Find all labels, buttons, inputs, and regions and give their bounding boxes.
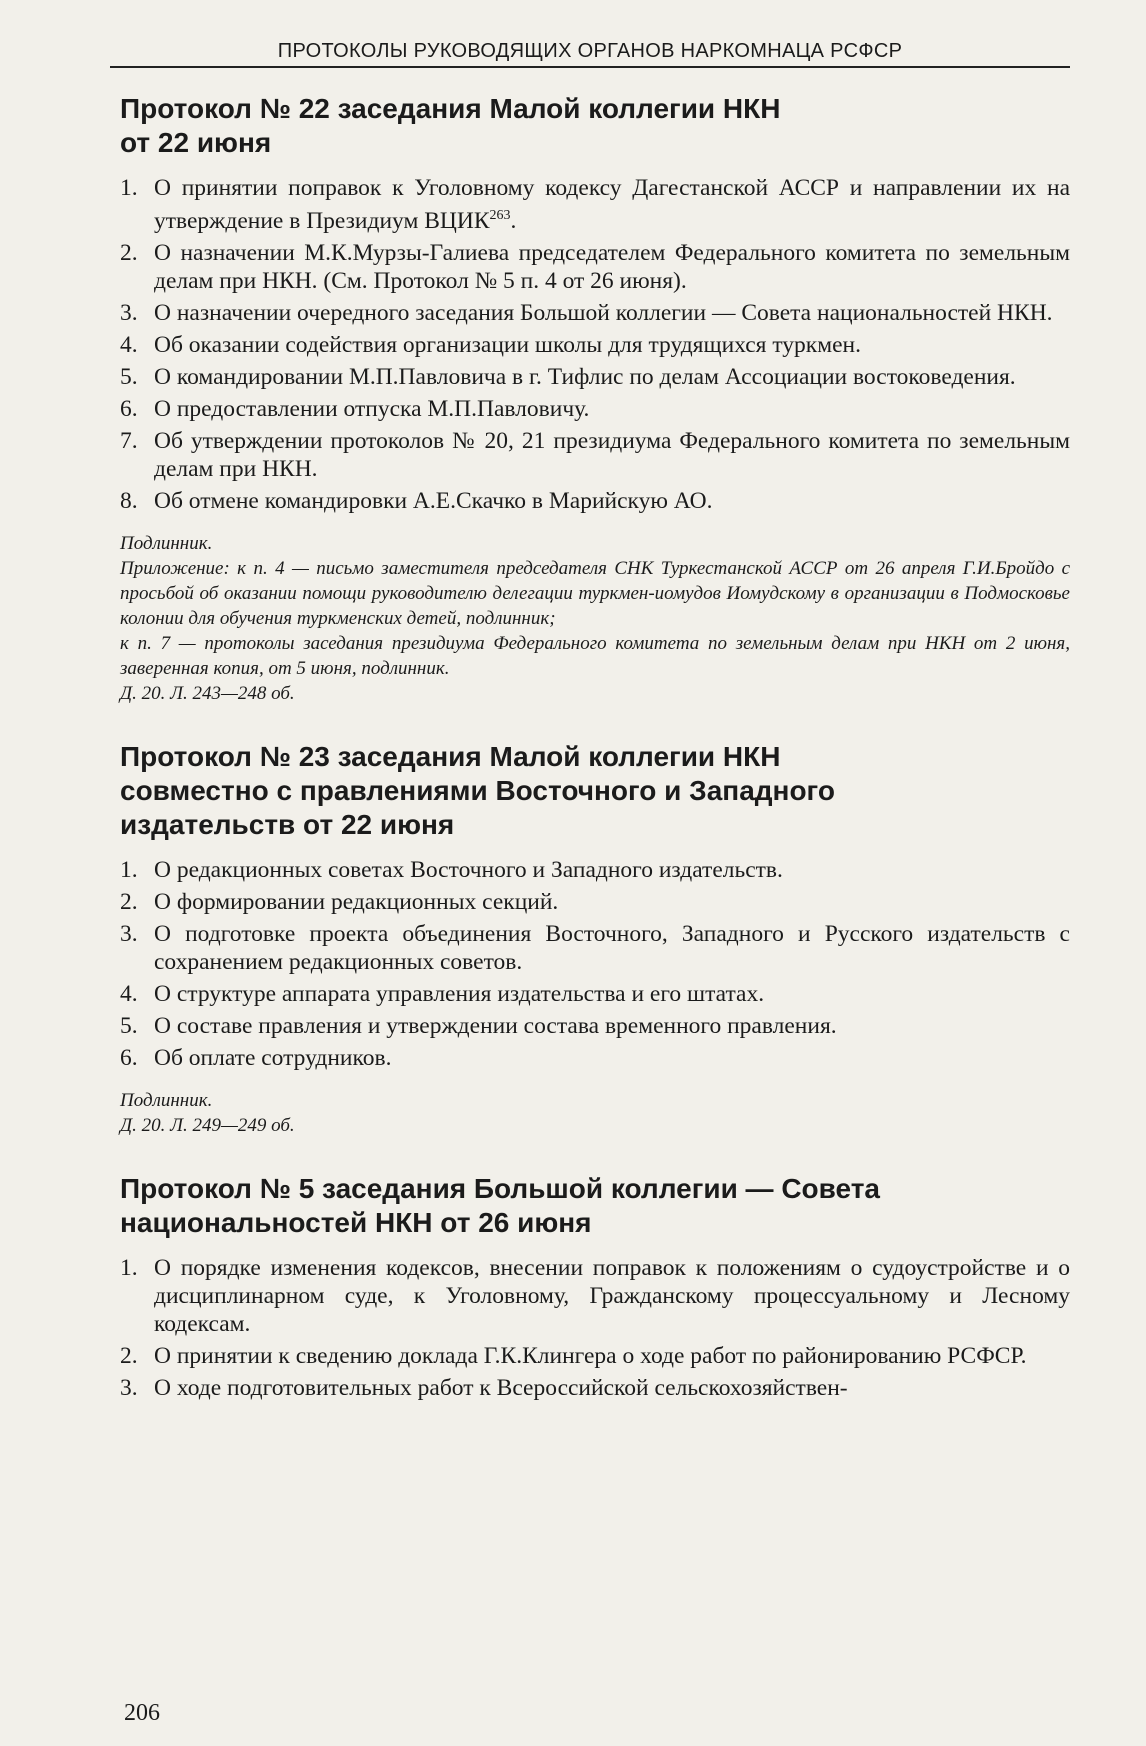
protocol-23-agenda (120, 856, 1070, 1072)
archive-reference: Д. 20. Л. 249—249 об. (120, 1114, 295, 1136)
protocol-22-agenda (120, 174, 1070, 515)
agenda-item: 7. Об утверждении протоколов № 20, 21 президиума Федерального комитета по земельным делам при НКН. (120, 427, 1070, 482)
protocol-5-title: Протокол № 5 заседания Большой коллегии — Совета национальностей НКН от 26 июня (120, 1172, 880, 1238)
running-header: ПРОТОКОЛЫ РУКОВОДЯЩИХ ОРГАНОВ НАРКОМНАЦА РСФСР (277, 40, 903, 62)
protocol-23-notes (120, 1088, 1070, 1138)
agenda-item: 2. О назначении М.К.Мурзы-Галиева председателем Федерального комитета по земельным делам при НКН. (См. Протокол № 5 п. 4 от 26 июня). (120, 239, 1070, 294)
protocol-22-section (120, 92, 1070, 706)
original-note: Подлинник. (120, 1089, 213, 1111)
agenda-item: 1. О порядке изменения кодексов, внесении поправок к положениям о судоустройстве и о дисциплинарном суде, к Уголовному, Гражданскому процессуальному и Лесному кодексам. (120, 1254, 1070, 1337)
appendix-note: к п. 7 — протоколы заседания президиума Федерального комитета по земельным делам при НКН от 2 июня, заверенная копия, от 5 июня, подлинник. (120, 632, 1070, 679)
agenda-item: 5. О составе правления и утверждении состава временного правления. (120, 1012, 837, 1039)
agenda-item: 4. Об оказании содействия организации школы для трудящихся туркмен. (120, 331, 861, 358)
agenda-item: 8. Об отмене командировки А.Е.Скачко в Марийскую АО. (120, 487, 713, 514)
agenda-item: 3. О ходе подготовительных работ к Всероссийской сельскохозяйствен- (120, 1374, 848, 1401)
page-content (120, 92, 1070, 1436)
protocol-22-title: Протокол № 22 заседания Малой коллегии НКН от 22 июня (120, 93, 781, 158)
original-note: Подлинник. (120, 532, 213, 554)
protocol-5-section (120, 1172, 1070, 1402)
protocol-23-section (120, 740, 1070, 1138)
agenda-item: 3. О назначении очередного заседания Большой коллегии — Совета национальностей НКН. (120, 299, 1053, 326)
agenda-item: 1. О принятии поправок к Уголовному кодексу Дагестанской АССР и направлении их на утверждение в Президиум ВЦИК$^{263}$. (120, 175, 1070, 234)
header-rule (110, 66, 1070, 68)
agenda-item: 6. Об оплате сотрудников. (120, 1044, 392, 1071)
agenda-item: 1. О редакционных советах Восточного и Западного издательств. (120, 856, 783, 883)
protocol-5-agenda (120, 1254, 1070, 1402)
page-number: 206 (124, 1700, 160, 1726)
agenda-item: 6. О предоставлении отпуска М.П.Павловичу. (120, 395, 590, 422)
protocol-23-title: Протокол № 23 заседания Малой коллегии НКН совместно с правлениями Восточного и Западного издательств от 22 июня (120, 740, 835, 840)
agenda-item: 2. О формировании редакционных секций. (120, 888, 559, 915)
archive-reference: Д. 20. Л. 243—248 об. (120, 682, 295, 704)
agenda-item: 2. О принятии к сведению доклада Г.К.Клингера о ходе работ по районированию РСФСР. (120, 1342, 1027, 1369)
agenda-item: 4. О структуре аппарата управления издательства и его штатах. (120, 980, 765, 1007)
appendix-note: Приложение: к п. 4 — письмо заместителя председателя СНК Туркестанской АССР от 26 апреля Г.И.Бройдо с просьбой об оказании помощи руководителю делегации туркмен-иомудов Иомудскому в организации в Подмосковье колонии для обучения туркменских детей, подлинник; (120, 557, 1070, 629)
agenda-item: 5. О командировании М.П.Павловича в г. Тифлис по делам Ассоциации востоковедения. (120, 363, 1016, 390)
protocol-22-notes (120, 531, 1070, 706)
agenda-item: 3. О подготовке проекта объединения Восточного, Западного и Русского издательств с сохранением редакционных советов. (120, 920, 1070, 975)
